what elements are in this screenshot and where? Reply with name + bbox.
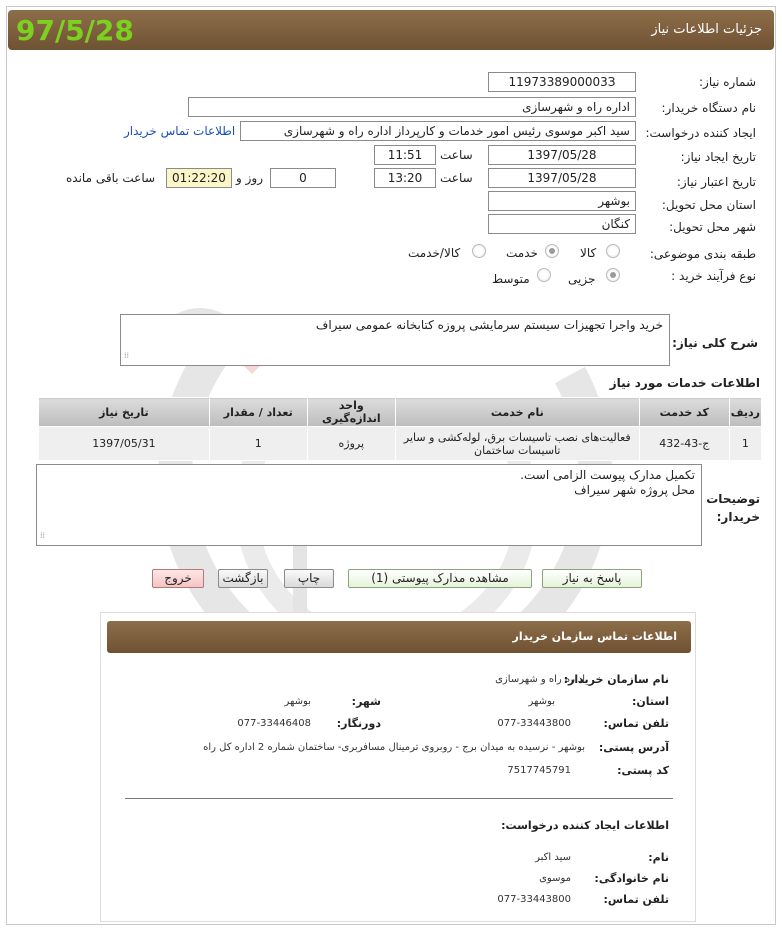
requester-label: ایجاد کننده درخواست: [645, 126, 756, 140]
description-textarea [120, 314, 670, 366]
services-table [38, 397, 762, 461]
creator-family-value: موسوی [539, 873, 571, 884]
contact-city-value: بوشهر [284, 696, 311, 707]
table-row [39, 427, 762, 461]
contact-address-value: بوشهر - نرسیده به میدان برج - روبروی ترمینال مسافربری- ساختمان شماره 2 اداره کل راه [203, 742, 585, 753]
validity-date-label: تاریخ اعتبار نیاز: [676, 175, 756, 189]
contact-org-value: اداره راه و شهرسازی [495, 674, 585, 685]
category-option-goods-service: کالا/خدمت [408, 246, 461, 260]
cell-row: 1 [729, 427, 761, 461]
days-field: 0 [270, 168, 336, 188]
col-qty: تعداد / مقدار [209, 398, 307, 427]
date-stamp: 97/5/28 [16, 14, 134, 47]
process-option-minor: جزیی [568, 272, 596, 286]
city-label: شهر محل تحویل: [669, 220, 756, 234]
created-time-label: ساعت [440, 148, 473, 162]
city-field: کنگان [488, 214, 636, 234]
process-label: نوع فرآیند خرید : [671, 269, 756, 283]
buyer-org-field: اداره راه و شهرسازی [188, 97, 636, 117]
resize-grip-icon[interactable]: ⁞⁞ [124, 351, 130, 360]
buyer-contact-panel [100, 612, 696, 922]
contact-org-label: نام سازمان خریدار: [563, 673, 669, 686]
creator-phone-label: تلفن تماس: [603, 893, 669, 906]
contact-title: اطلاعات تماس سازمان خریدار [512, 630, 677, 643]
cell-date: 1397/05/31 [39, 427, 210, 461]
category-label: طبقه بندی موضوعی: [649, 247, 756, 261]
contact-postal-value: 7517745791 [507, 765, 571, 776]
cell-code: ج-43-432 [639, 427, 729, 461]
cell-qty: 1 [209, 427, 307, 461]
contact-header-bar [107, 621, 691, 653]
validity-date-field: 1397/05/28 [488, 168, 636, 188]
days-label: روز و [236, 171, 263, 185]
buyer-org-label: نام دستگاه خریدار: [661, 101, 756, 115]
description-label: شرح کلی نیاز: [672, 336, 758, 350]
services-title: اطلاعات خدمات مورد نیاز [609, 376, 760, 390]
remaining-label: ساعت باقی مانده [66, 171, 156, 185]
requester-field: سید اکبر موسوی رئیس امور خدمات و کارپرداز اداره راه و شهرسازی [240, 121, 636, 141]
contact-phone-value: 077-33443800 [497, 718, 571, 729]
contact-fax-value: 077-33446408 [237, 718, 311, 729]
col-code: کد خدمت [639, 398, 729, 427]
creator-name-value: سید اکبر [535, 852, 571, 863]
category-radio-goods[interactable] [606, 244, 620, 258]
creator-name-label: نام: [648, 851, 669, 864]
view-attachments-button[interactable]: مشاهده مدارک پیوستی (1) [348, 569, 532, 588]
created-date-field: 1397/05/28 [488, 145, 636, 165]
contact-city-label: شهر: [351, 695, 381, 708]
contact-address-label: آدرس پستی: [598, 741, 669, 754]
back-button[interactable]: بازگشت [218, 569, 268, 588]
remaining-time-field: 01:22:20 [166, 168, 232, 188]
province-field: بوشهر [488, 191, 636, 211]
process-option-medium: متوسط [492, 272, 530, 286]
col-date: تاریخ نیاز [39, 398, 210, 427]
resize-grip-icon[interactable]: ⁞⁞ [40, 531, 46, 540]
category-option-service: خدمت [506, 246, 538, 260]
buyer-notes-label: توضیحات خریدار: [706, 492, 760, 524]
reply-button[interactable]: پاسخ به نیاز [542, 569, 642, 588]
exit-button[interactable]: خروج [152, 569, 204, 588]
contact-province-label: استان: [632, 695, 669, 708]
contact-divider [125, 798, 673, 799]
contact-postal-label: کد پستی: [617, 764, 669, 777]
process-radio-medium[interactable] [537, 268, 551, 282]
creator-family-label: نام خانوادگی: [594, 872, 669, 885]
contact-province-value: بوشهر [528, 696, 555, 707]
created-date-label: تاریخ ایجاد نیاز: [680, 150, 756, 164]
category-radio-service[interactable] [545, 244, 559, 258]
buyer-contact-link[interactable]: اطلاعات تماس خریدار [124, 124, 236, 138]
buyer-notes-line-1: تکمیل مدارک پیوست الزامی است. [520, 468, 695, 482]
description-text: خرید واجرا تجهیزات سیستم سرمایشی پروزه کتابخانه عمومی سیراف [315, 318, 663, 332]
creator-section-title: اطلاعات ایجاد کننده درخواست: [501, 819, 669, 832]
print-button[interactable]: چاپ [284, 569, 334, 588]
category-radio-goods-service[interactable] [472, 244, 486, 258]
buyer-notes-textarea [36, 464, 702, 546]
cell-name: فعالیت‌های نصب تاسیسات برق، لوله‌کشی و سایر تاسیسات ساختمان [395, 427, 639, 461]
col-unit: واحد اندازه‌گیری [307, 398, 395, 427]
cell-unit: پروژه [307, 427, 395, 461]
process-radio-minor[interactable] [606, 268, 620, 282]
col-row: ردیف [729, 398, 761, 427]
header-bar [8, 10, 774, 50]
province-label: استان محل تحویل: [661, 198, 756, 212]
contact-phone-label: تلفن تماس: [603, 717, 669, 730]
validity-time-label: ساعت [440, 171, 473, 185]
page-title: جزئیات اطلاعات نیاز [651, 22, 762, 37]
created-time-field: 11:51 [374, 145, 436, 165]
contact-fax-label: دورنگار: [336, 717, 381, 730]
creator-phone-value: 077-33443800 [497, 894, 571, 905]
validity-time-field: 13:20 [374, 168, 436, 188]
need-number-field: 1197338900003З [488, 72, 636, 92]
col-name: نام خدمت [395, 398, 639, 427]
category-option-goods: کالا [580, 246, 597, 260]
buyer-notes-line-2: محل پروژه شهر سیراف [574, 483, 695, 497]
need-number-label: شماره نیاز: [699, 75, 756, 89]
